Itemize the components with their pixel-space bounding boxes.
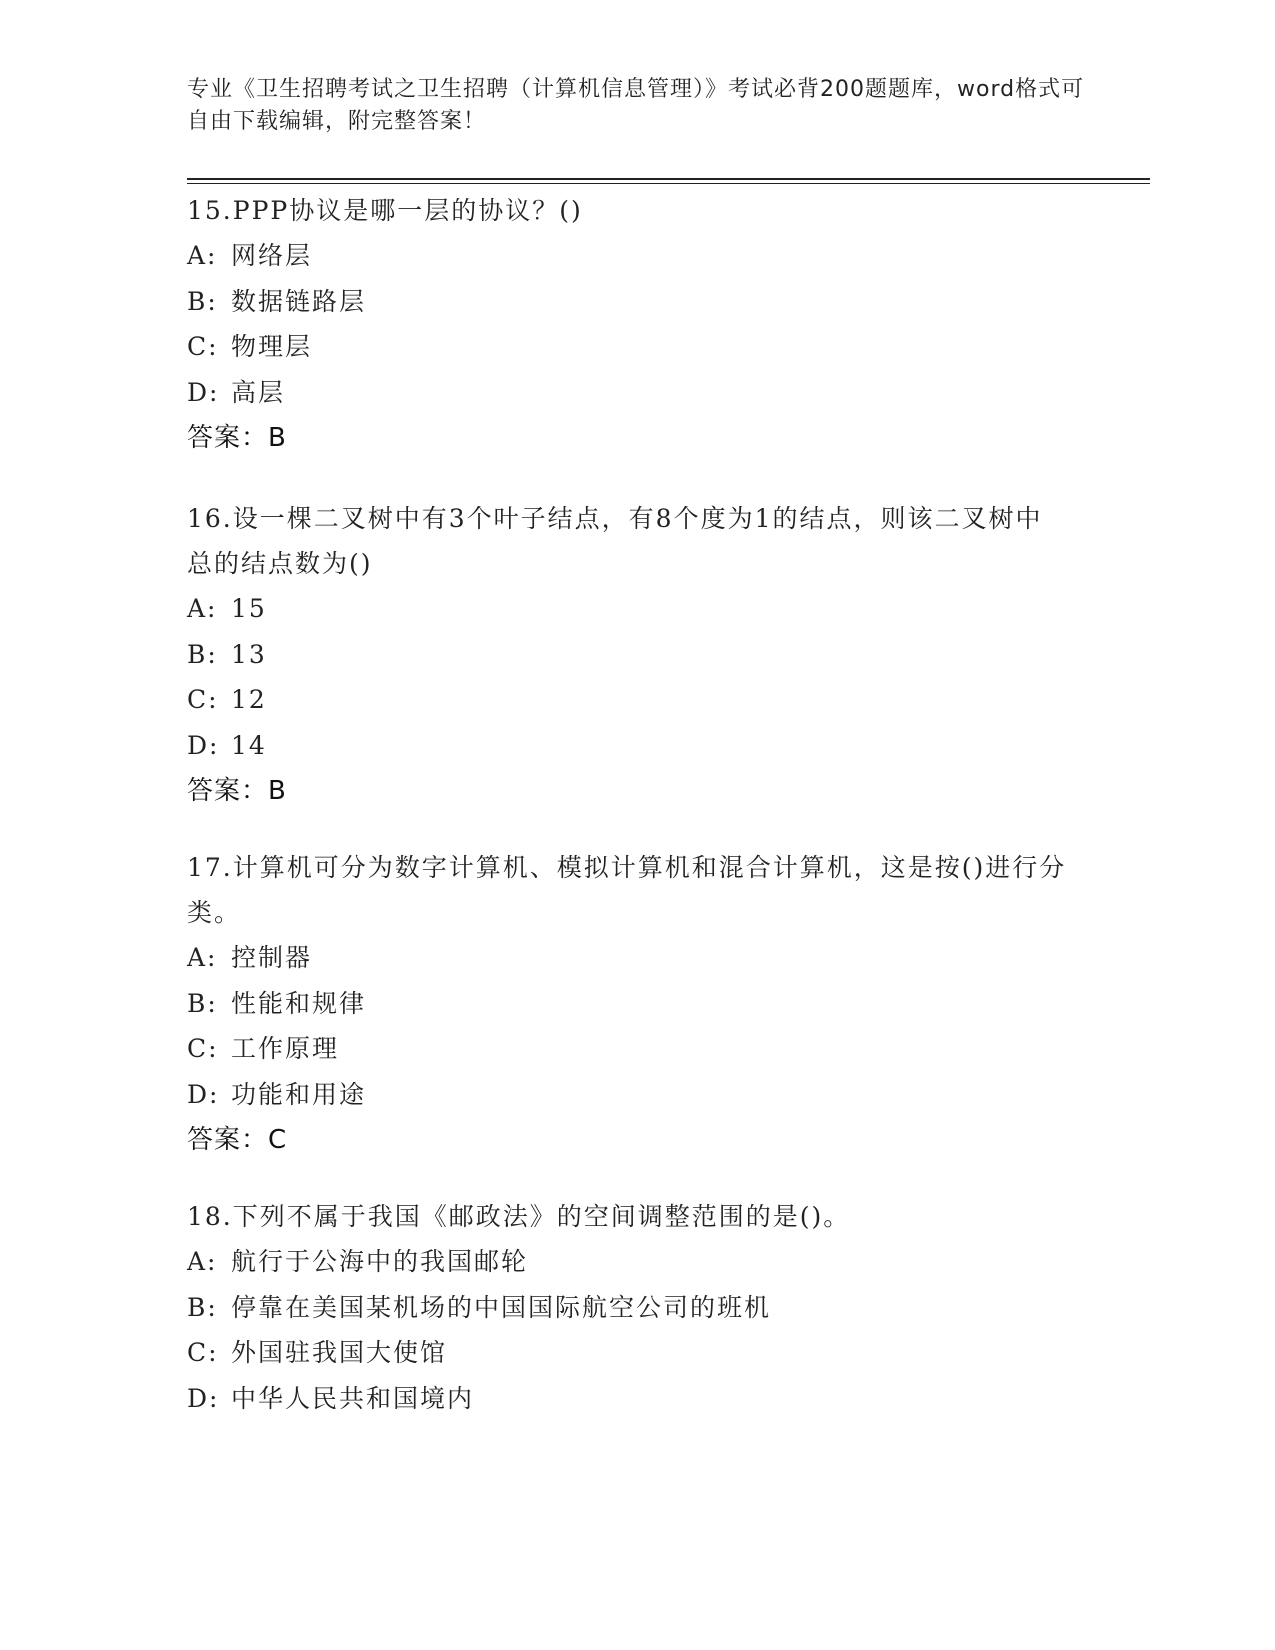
option-c bbox=[187, 1330, 1067, 1376]
option-letter: B: bbox=[187, 286, 218, 316]
option-letter: C: bbox=[187, 332, 219, 361]
option-d bbox=[187, 1072, 1067, 1118]
option-d bbox=[187, 1376, 1067, 1422]
question-15 bbox=[187, 188, 1067, 461]
option-a bbox=[187, 586, 1067, 632]
option-d bbox=[187, 370, 1067, 416]
document-header: 专业《卫生招聘考试之卫生招聘（计算机信息管理）》考试必背200题题库，word格式可自由下载编辑，附完整答案！ bbox=[187, 77, 1085, 134]
option-text: 网络层 bbox=[231, 241, 313, 270]
option-text: 航行于公海中的我国邮轮 bbox=[231, 1247, 529, 1276]
option-d bbox=[187, 723, 1067, 769]
option-b bbox=[187, 981, 1067, 1027]
option-c bbox=[187, 677, 1067, 723]
option-letter: D: bbox=[187, 730, 220, 760]
question-text: 17.计算机可分为数字计算机、模拟计算机和混合计算机，这是按()进行分类。 bbox=[187, 853, 1067, 927]
option-a bbox=[187, 1239, 1067, 1285]
question-text: 15.PPP协议是哪一层的协议？() bbox=[187, 196, 583, 225]
option-a bbox=[187, 233, 1067, 279]
option-letter: B: bbox=[187, 639, 218, 669]
option-text: 13 bbox=[231, 639, 267, 669]
answer-label: 答案：B bbox=[187, 423, 287, 453]
option-text: 性能和规律 bbox=[231, 988, 367, 1018]
option-letter: A: bbox=[187, 1247, 218, 1276]
option-letter: D: bbox=[187, 1383, 220, 1413]
option-letter: D: bbox=[187, 377, 220, 407]
option-letter: B: bbox=[187, 988, 218, 1018]
option-text: 12 bbox=[231, 685, 267, 714]
answer-label: 答案：C bbox=[187, 1125, 288, 1155]
option-text: 控制器 bbox=[231, 943, 313, 972]
option-text: 物理层 bbox=[231, 332, 313, 361]
option-text: 高层 bbox=[231, 377, 286, 407]
option-a bbox=[187, 935, 1067, 981]
header-divider-thin bbox=[187, 183, 1150, 184]
option-text: 中华人民共和国境内 bbox=[231, 1383, 475, 1413]
option-c bbox=[187, 1026, 1067, 1072]
option-c bbox=[187, 324, 1067, 370]
option-text: 外国驻我国大使馆 bbox=[231, 1338, 448, 1367]
option-text: 停靠在美国某机场的中国国际航空公司的班机 bbox=[231, 1292, 772, 1322]
option-text: 工作原理 bbox=[231, 1034, 340, 1063]
option-letter: C: bbox=[187, 1034, 219, 1063]
option-b bbox=[187, 632, 1067, 678]
option-letter: A: bbox=[187, 943, 218, 972]
option-b bbox=[187, 279, 1067, 325]
option-letter: C: bbox=[187, 1338, 219, 1367]
option-letter: B: bbox=[187, 1292, 218, 1322]
option-b bbox=[187, 1285, 1067, 1331]
option-letter: A: bbox=[187, 241, 218, 270]
question-17 bbox=[187, 845, 1067, 1163]
option-letter: C: bbox=[187, 685, 219, 714]
option-letter: D: bbox=[187, 1079, 220, 1109]
question-text: 18.下列不属于我国《邮政法》的空间调整范围的是()。 bbox=[187, 1202, 851, 1231]
answer-label: 答案：B bbox=[187, 776, 287, 806]
option-text: 功能和用途 bbox=[231, 1079, 367, 1109]
option-text: 数据链路层 bbox=[231, 286, 367, 316]
question-16 bbox=[187, 496, 1067, 814]
option-text: 14 bbox=[231, 730, 267, 760]
option-letter: A: bbox=[187, 594, 218, 623]
question-18 bbox=[187, 1194, 1067, 1421]
header-divider-thick bbox=[187, 178, 1150, 180]
option-text: 15 bbox=[231, 594, 267, 623]
question-text: 16.设一棵二叉树中有3个叶子结点，有8个度为1的结点，则该二叉树中总的结点数为() bbox=[187, 504, 1043, 578]
